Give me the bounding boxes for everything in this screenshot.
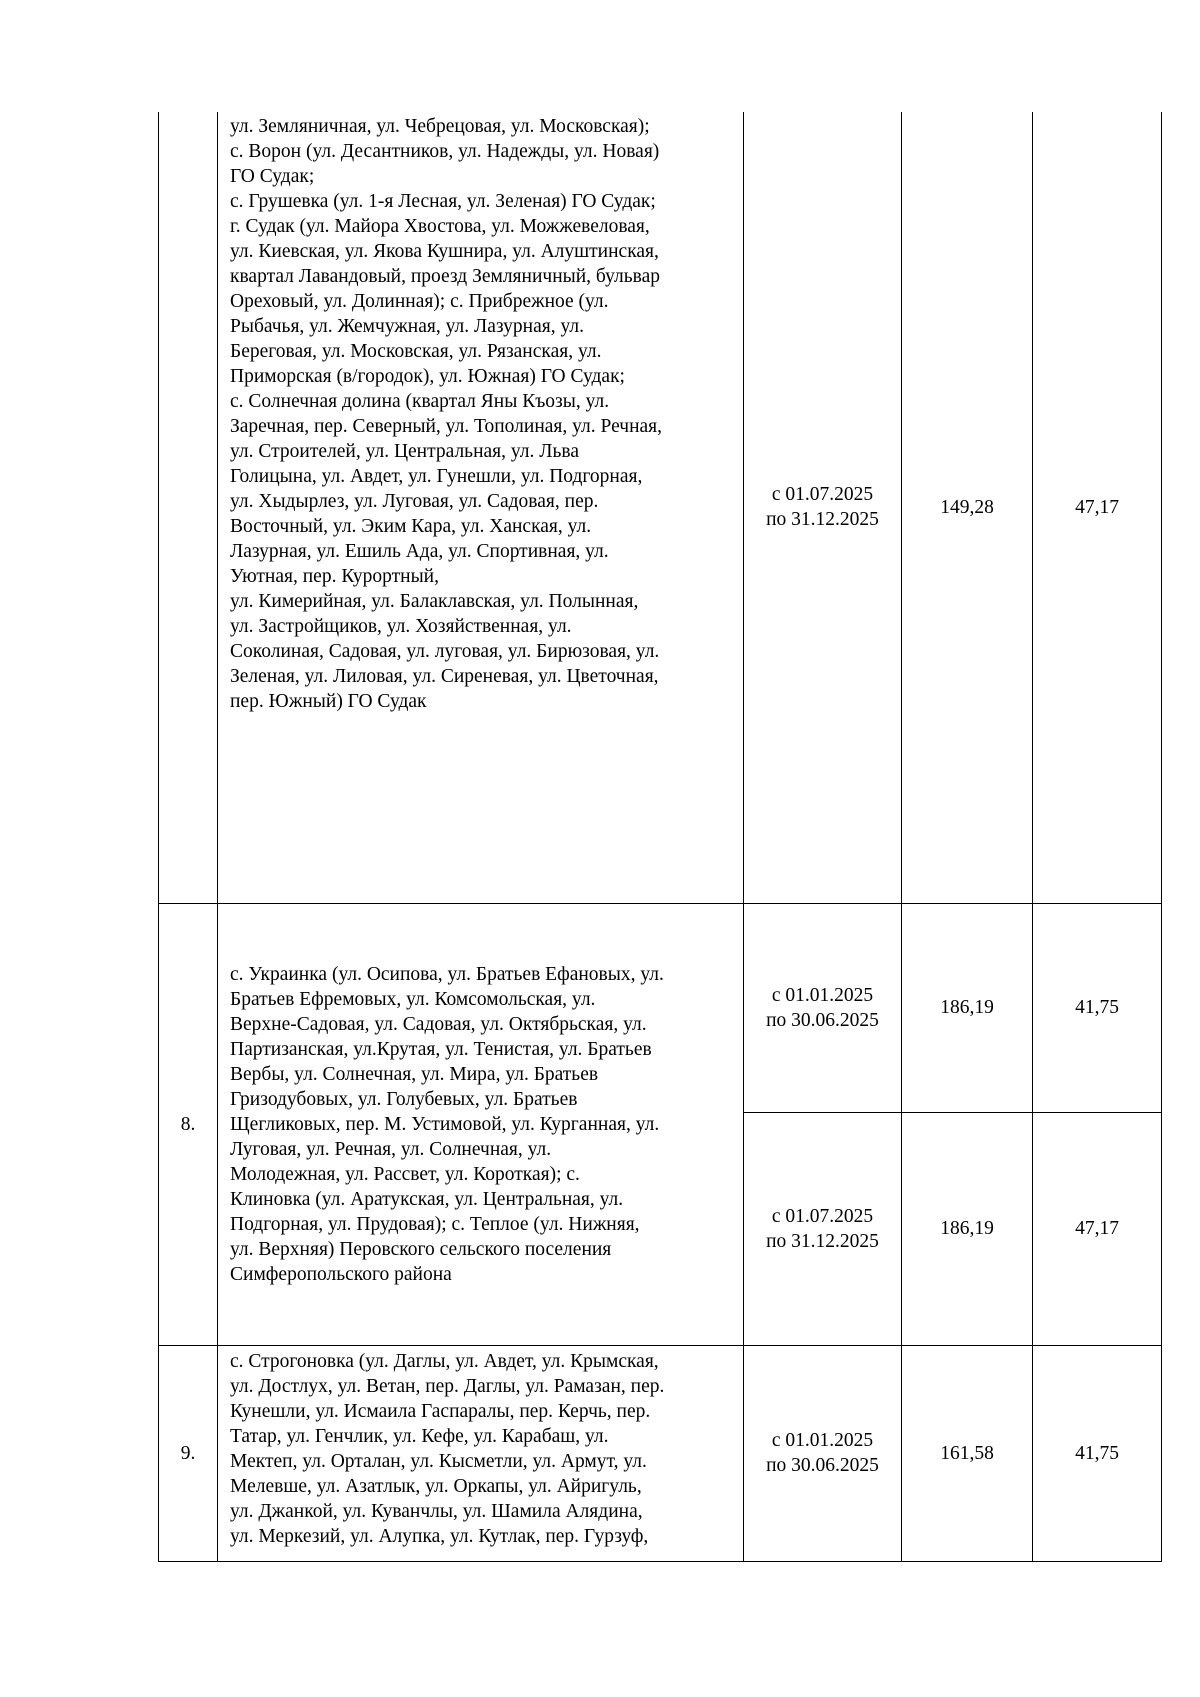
table-row-9 xyxy=(159,1345,1162,1561)
address-line: ул. Застройщиков, ул. Хозяйственная, ул. xyxy=(230,616,572,637)
address-line: ул. Киевская, ул. Якова Кушнира, ул. Алуштинская, xyxy=(230,241,659,262)
address-line: ул. Строителей, ул. Центральная, ул. Льва xyxy=(230,441,579,462)
address-line: Зеленая, ул. Лиловая, ул. Сиреневая, ул. Цветочная, xyxy=(230,666,659,687)
address-line: ул. Достлух, ул. Ветан, пер. Даглы, ул. Рамазан, пер. xyxy=(230,1375,665,1397)
address-line: с. Солнечная долина (квартал Яны Къозы, ул. xyxy=(230,391,610,412)
address-line: Заречная, пер. Северный, ул. Тополиная, ул. Речная, xyxy=(230,416,663,437)
address-line: с. Ворон (ул. Десантников, ул. Надежды, ул. Новая) xyxy=(230,141,660,162)
address-line: ул. Меркезий, ул. Алупка, ул. Кутлак, пер. Гурзуф, xyxy=(230,1525,649,1547)
address-line: ул. Верхняя) Перовского сельского поселения xyxy=(230,1238,612,1260)
address-line: ул. Земляничная, ул. Чебрецовая, ул. Московская); xyxy=(230,116,650,137)
address-line: с. Строгоновка (ул. Даглы, ул. Авдет, ул. Крымская, xyxy=(230,1350,659,1372)
address-line: Приморская (в/городок), ул. Южная) ГО Судак; xyxy=(230,366,625,387)
address-line: Мектеп, ул. Орталан, ул. Кысметли, ул. Армут, ул. xyxy=(230,1450,647,1472)
period-to: по 30.06.2025 xyxy=(766,1009,879,1031)
period-cell xyxy=(744,112,902,903)
address-lines xyxy=(230,114,733,714)
row-number-cell: 9. xyxy=(159,1345,218,1561)
period-cell xyxy=(744,1345,902,1561)
address-lines xyxy=(230,1349,733,1549)
address-line: Подгорная, ул. Прудовая); с. Теплое (ул. Нижняя, xyxy=(230,1213,640,1235)
table-row-8a xyxy=(159,903,1162,1112)
address-line: Рыбачья, ул. Жемчужная, ул. Лазурная, ул. xyxy=(230,316,584,337)
address-line: Уютная, пер. Курортный, xyxy=(230,566,439,587)
period-cell xyxy=(744,903,902,1112)
address-line: Кунешли, ул. Исмаила Гаспаралы, пер. Керчь, пер. xyxy=(230,1400,651,1422)
table-row-continuation xyxy=(159,112,1162,903)
tariff-cell: 186,19 xyxy=(902,1112,1033,1345)
period-from: с 01.07.2025 xyxy=(771,484,874,506)
address-line: Мелевше, ул. Азатлык, ул. Оркапы, ул. Айригуль, xyxy=(230,1475,642,1497)
address-line: Гризодубовых, ул. Голубевых, ул. Братьев xyxy=(230,1088,578,1110)
address-line: Татар, ул. Генчлик, ул. Кефе, ул. Карабаш, ул. xyxy=(230,1425,609,1447)
address-line: ул. Кимерийная, ул. Балаклавская, ул. Полынная, xyxy=(230,591,639,612)
row-number-cell xyxy=(159,112,218,903)
address-line: Лазурная, ул. Ешиль Ада, ул. Спортивная, ул. xyxy=(230,541,609,562)
address-line: Голицына, ул. Авдет, ул. Гунешли, ул. Подгорная, xyxy=(230,466,643,487)
address-line: квартал Лавандовый, проезд Земляничный, бульвар xyxy=(230,266,660,287)
period-to: по 31.12.2025 xyxy=(766,1230,879,1252)
address-line: Луговая, ул. Речная, ул. Солнечная, ул. xyxy=(230,1138,552,1160)
address-line: ГО Судак; xyxy=(230,166,315,187)
address-cell xyxy=(218,903,744,1345)
address-line: Вербы, ул. Солнечная, ул. Мира, ул. Братьев xyxy=(230,1063,599,1085)
address-line: Береговая, ул. Московская, ул. Рязанская, ул. xyxy=(230,341,602,362)
tariff-cell: 149,28 xyxy=(902,112,1033,903)
period-from: с 01.01.2025 xyxy=(771,984,874,1006)
address-cell xyxy=(218,112,744,903)
address-line: Братьев Ефремовых, ул. Комсомольская, ул. xyxy=(230,988,596,1010)
address-line: г. Судак (ул. Майора Хвостова, ул. Можжевеловая, xyxy=(230,216,650,237)
address-line: Щегликовых, пер. М. Устимовой, ул. Курганная, ул. xyxy=(230,1113,660,1135)
address-line: Симферопольского района xyxy=(230,1263,452,1285)
period-from: с 01.01.2025 xyxy=(771,1430,874,1451)
value2-cell: 47,17 xyxy=(1033,112,1162,903)
tariff-cell: 186,19 xyxy=(902,903,1033,1112)
tariff-table xyxy=(158,112,1162,1562)
value2-cell: 47,17 xyxy=(1033,1112,1162,1345)
row-number-cell: 8. xyxy=(159,903,218,1345)
period-to: по 31.12.2025 xyxy=(766,509,879,531)
value2-cell: 41,75 xyxy=(1033,1345,1162,1561)
period-cell xyxy=(744,1112,902,1345)
address-line: с. Грушевка (ул. 1-я Лесная, ул. Зеленая) ГО Судак; xyxy=(230,191,656,212)
address-line: Верхне-Садовая, ул. Садовая, ул. Октябрьская, ул. xyxy=(230,1013,647,1035)
address-line: ул. Джанкой, ул. Куванчлы, ул. Шамила Алядина, xyxy=(230,1500,643,1522)
tariff-cell: 161,58 xyxy=(902,1345,1033,1561)
address-line: Ореховый, ул. Долинная); с. Прибрежное (ул. xyxy=(230,291,609,312)
period-to: по 30.06.2025 xyxy=(766,1455,879,1476)
address-line: Восточный, ул. Эким Кара, ул. Ханская, ул. xyxy=(230,516,592,537)
address-line: Молодежная, ул. Рассвет, ул. Короткая); с. xyxy=(230,1163,580,1185)
value2-cell: 41,75 xyxy=(1033,903,1162,1112)
address-line: Клиновка (ул. Аратукская, ул. Центральная, ул. xyxy=(230,1188,624,1210)
address-line: с. Украинка (ул. Осипова, ул. Братьев Ефановых, ул. xyxy=(230,963,664,985)
address-cell xyxy=(218,1345,744,1561)
address-line: Соколиная, Садовая, ул. луговая, ул. Бирюзовая, ул. xyxy=(230,641,660,662)
period-from: с 01.07.2025 xyxy=(771,1205,874,1227)
address-line: Партизанская, ул.Крутая, ул. Тенистая, ул. Братьев xyxy=(230,1038,652,1060)
address-line: пер. Южный) ГО Судак xyxy=(230,691,427,712)
address-lines xyxy=(230,962,733,1287)
address-line: ул. Хыдырлез, ул. Луговая, ул. Садовая, пер. xyxy=(230,491,599,512)
